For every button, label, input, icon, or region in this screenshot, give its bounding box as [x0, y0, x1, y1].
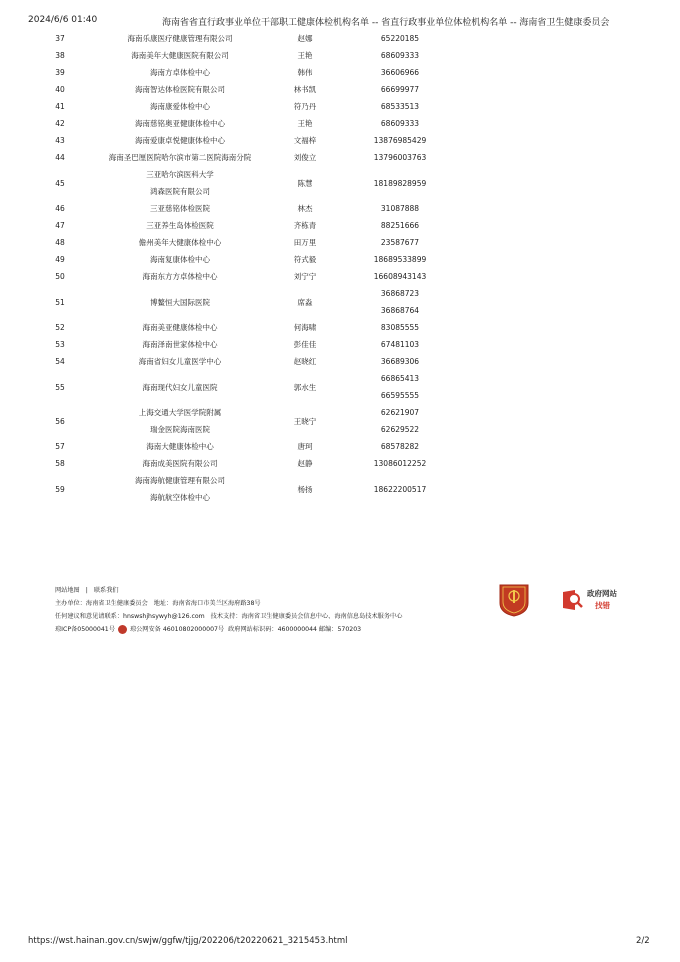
contact-person: 林杰: [297, 204, 313, 213]
table-row: [30, 455, 460, 472]
table-row: [30, 30, 460, 47]
phone-line: 13086012252: [373, 459, 427, 468]
institution-name: [90, 64, 270, 81]
row-number: 58: [55, 459, 65, 468]
institution-name-line: 海南圣巴厘医院哈尔滨市第二医院海南分院: [108, 153, 252, 162]
row-number: 51: [55, 297, 65, 307]
institution-name: [90, 30, 270, 47]
phone-line: 65220185: [380, 34, 420, 43]
phone-line: 68609333: [380, 51, 420, 60]
contact-phone: [340, 370, 460, 404]
contact-person: 刘宁宁: [293, 272, 317, 281]
institution-name: [90, 404, 270, 438]
institution-name-line: 海南大健康体检中心: [146, 442, 214, 451]
contact-person: 林书凯: [293, 85, 317, 94]
institution-table: [30, 30, 460, 506]
institution-name-line: 海南成美医院有限公司: [142, 459, 218, 468]
institution-name-line: 海南复康体检中心: [150, 255, 210, 264]
table-row: [30, 404, 460, 438]
row-number: 48: [55, 238, 65, 247]
table-row: [30, 132, 460, 149]
institution-name: [90, 234, 270, 251]
institution-name: [90, 472, 270, 506]
row-number: 39: [55, 68, 65, 77]
phone-line: 83085555: [380, 323, 420, 332]
contact-person: 王艳: [297, 51, 313, 60]
row-number: 53: [55, 340, 65, 349]
table-row: [30, 200, 460, 217]
phone-line: 16608943143: [373, 272, 427, 281]
table-row: [30, 370, 460, 404]
table-row: [30, 319, 460, 336]
contact-phone: [340, 98, 460, 115]
page-url: https://wst.hainan.gov.cn/swjw/ggfw/tjjg/202206/t20220621_3215453.html: [28, 936, 348, 946]
table-row: [30, 64, 460, 81]
row-number: 37: [55, 34, 65, 43]
contact-phone: [340, 251, 460, 268]
contact-person: 郭水生: [293, 382, 317, 392]
table-row: [30, 81, 460, 98]
table-row: [30, 353, 460, 370]
contact-person: 齐栋青: [293, 221, 317, 230]
institution-name: [90, 251, 270, 268]
contact-person: 符式毅: [293, 255, 317, 264]
row-number: 49: [55, 255, 65, 264]
institution-name-line: 三亚哈尔滨医科大学: [146, 170, 214, 179]
institution-name: [90, 149, 270, 166]
magnifier-icon: [561, 588, 585, 612]
site-footer: [55, 584, 495, 636]
contact-phone: [340, 438, 460, 455]
contact-person: 田万里: [293, 238, 317, 247]
contact-person: 杨扬: [297, 484, 313, 494]
contact-phone: [340, 455, 460, 472]
table-row: [30, 285, 460, 319]
contact-phone: [340, 472, 460, 506]
phone-line: 66699977: [380, 85, 420, 94]
row-number: 56: [55, 416, 65, 426]
row-number: 50: [55, 272, 65, 281]
contact-person: 符乃丹: [293, 102, 317, 111]
table-row: [30, 251, 460, 268]
contact-person: 陈慧: [297, 178, 313, 188]
contact-phone: [340, 336, 460, 353]
phone-line: 68609333: [380, 119, 420, 128]
find-wrong-button[interactable]: [561, 586, 625, 614]
row-number: 54: [55, 357, 65, 366]
institution-name-line: 海航航空体检中心: [150, 493, 210, 502]
institution-name-line: 鸿森医院有限公司: [150, 187, 210, 196]
phone-line: 68533513: [380, 102, 420, 111]
row-number: 38: [55, 51, 65, 60]
phone-line: 67481103: [380, 340, 420, 349]
phone-line: 62621907: [380, 408, 420, 417]
phone-line: 31087888: [380, 204, 420, 213]
phone-line: 62629522: [380, 425, 420, 434]
police-badge-icon: [118, 625, 127, 634]
phone-line: 66865413: [380, 374, 420, 383]
contact-person: 王艳: [297, 119, 313, 128]
table-row: [30, 438, 460, 455]
contact-phone: [340, 285, 460, 319]
phone-line: 66595555: [380, 391, 420, 400]
institution-name: [90, 319, 270, 336]
phone-line: 36689306: [380, 357, 420, 366]
phone-line: 36868723: [380, 289, 420, 298]
row-number: 40: [55, 85, 65, 94]
table-row: [30, 268, 460, 285]
institution-name-line: 海南海航健康管理有限公司: [135, 476, 225, 485]
table-row: [30, 234, 460, 251]
feedback-email[interactable]: 任何建议和意见请联系：hnswshjhsywyh@126.com: [55, 613, 205, 620]
table-row: [30, 166, 460, 200]
institution-name-line: 海南方卓体检中心: [150, 68, 210, 77]
find-wrong-action: 找错: [595, 601, 610, 610]
party-government-emblem-icon[interactable]: [498, 583, 530, 617]
institution-name: [90, 166, 270, 200]
table-row: [30, 115, 460, 132]
contact-person: 席淼: [297, 297, 313, 307]
police-record-link[interactable]: 琼公网安备 46010802000007号: [129, 626, 225, 633]
row-number: 45: [55, 178, 65, 188]
host-org: 主办单位：海南省卫生健康委员会: [55, 600, 148, 607]
institution-name-line: 儋州美年大健康体检中心: [138, 238, 222, 247]
phone-line: 36606966: [380, 68, 420, 77]
institution-name: [90, 438, 270, 455]
institution-name-line: 海南康爱体检中心: [150, 102, 210, 111]
row-number: 42: [55, 119, 65, 128]
phone-line: 18189828959: [373, 178, 427, 188]
institution-name-line: 海南慈铭奥亚健康体检中心: [135, 119, 225, 128]
institution-name-line: 海南美年大健康医院有限公司: [131, 51, 229, 60]
tech-support: 技术支持：海南省卫生健康委员会信息中心、海南信息岛技术服务中心: [210, 613, 403, 620]
institution-name: [90, 200, 270, 217]
institution-name-line: 海南东方方卓体检中心: [142, 272, 218, 281]
phone-line: 13876985429: [373, 136, 427, 145]
contact-person: 何海啸: [293, 323, 317, 332]
institution-name: [90, 132, 270, 149]
contact-phone: [340, 81, 460, 98]
footer-divider: |: [85, 587, 88, 594]
contact-person: 彭佳佳: [293, 340, 317, 349]
institution-name: [90, 98, 270, 115]
site-id: 政府网站标识码：4600000044 邮编：570203: [228, 626, 362, 633]
phone-line: 13796003763: [373, 153, 427, 162]
find-wrong-label: 政府网站: [587, 589, 617, 598]
phone-line: 23587677: [380, 238, 420, 247]
institution-name: [90, 81, 270, 98]
row-number: 59: [55, 484, 65, 494]
contact-person: 王晓宁: [293, 416, 317, 426]
contact-person: 韩伟: [297, 68, 313, 77]
contact-phone: [340, 217, 460, 234]
row-number: 57: [55, 442, 65, 451]
row-number: 46: [55, 204, 65, 213]
institution-name: [90, 370, 270, 404]
row-number: 44: [55, 153, 65, 162]
institution-name-line: 海南乐康医疗健康管理有限公司: [127, 34, 233, 43]
phone-line: 18689533899: [373, 255, 427, 264]
institution-name-line: 博鳌恒大国际医院: [150, 297, 210, 307]
contact-phone: [340, 115, 460, 132]
table-row: [30, 149, 460, 166]
contact-person: 唐珂: [297, 442, 313, 451]
institution-name-line: 三亚养生岛体检医院: [146, 221, 214, 230]
institution-name-line: 海南智达体检医院有限公司: [135, 85, 225, 94]
table-row: [30, 47, 460, 64]
institution-name-line: 上海交通大学医学院附属: [138, 408, 222, 417]
institution-name: [90, 455, 270, 472]
row-number: 47: [55, 221, 65, 230]
institution-name-line: 三亚慈铭体检医院: [150, 204, 210, 213]
table-row: [30, 217, 460, 234]
phone-line: 18622200517: [373, 484, 427, 494]
institution-name-line: 海南美亚健康体检中心: [142, 323, 218, 332]
row-number: 55: [55, 382, 65, 392]
contact-person: 文福梓: [293, 136, 317, 145]
page-title: 海南省省直行政事业单位干部职工健康体检机构名单 -- 省直行政事业单位体检机构名单 -- 海南省卫生健康委员会: [162, 18, 610, 28]
row-number: 52: [55, 323, 65, 332]
contact-person: 赵娜: [297, 34, 313, 43]
contact-phone: [340, 64, 460, 81]
institution-name: [90, 336, 270, 353]
row-number: 43: [55, 136, 65, 145]
page-number: 2/2: [636, 936, 650, 946]
institution-name-line: 海南爱康卓悦健康体检中心: [135, 136, 225, 145]
contact-phone: [340, 132, 460, 149]
table-row: [30, 336, 460, 353]
institution-name-line: 瑞金医院海南医院: [150, 425, 210, 434]
table-row: [30, 98, 460, 115]
contact-phone: [340, 319, 460, 336]
icp-link[interactable]: 琼ICP备05000041号: [55, 626, 115, 633]
contact-person: 赵晓红: [293, 357, 317, 366]
table-row: [30, 472, 460, 506]
phone-line: 88251666: [380, 221, 420, 230]
contact-phone: [340, 268, 460, 285]
institution-name: [90, 285, 270, 319]
contact-phone: [340, 234, 460, 251]
institution-name: [90, 47, 270, 64]
institution-name-line: 海南泽南世家体检中心: [142, 340, 218, 349]
institution-name: [90, 353, 270, 370]
contact-person: 刘俊立: [293, 153, 317, 162]
contact-phone: [340, 30, 460, 47]
print-datetime: 2024/6/6 01:40: [28, 15, 98, 25]
institution-name-line: 海南省妇女儿童医学中心: [138, 357, 222, 366]
contact-phone: [340, 149, 460, 166]
contact-phone: [340, 47, 460, 64]
contact-phone: [340, 166, 460, 200]
contact-phone: [340, 404, 460, 438]
contact-link[interactable]: 联系我们: [93, 587, 119, 594]
contact-phone: [340, 353, 460, 370]
row-number: 41: [55, 102, 65, 111]
institution-name: [90, 217, 270, 234]
phone-line: 68578282: [380, 442, 420, 451]
institution-name-line: 海南现代妇女儿童医院: [142, 382, 218, 392]
contact-person: 赵静: [297, 459, 313, 468]
institution-name: [90, 268, 270, 285]
phone-line: 36868764: [380, 306, 420, 315]
address: 地址：海南省海口市美兰区海府路38号: [153, 600, 261, 607]
sitemap-link[interactable]: 网站地图: [55, 587, 80, 594]
institution-name: [90, 115, 270, 132]
contact-phone: [340, 200, 460, 217]
